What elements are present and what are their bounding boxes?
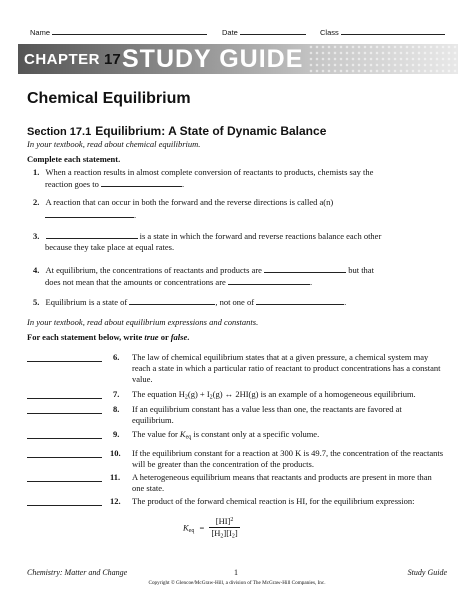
question-6-text: The law of chemical equilibrium states that at a given pressure, a chemical system may reach a state in which a particular ratio of reactant to product concentrations has a constant value. — [132, 352, 441, 384]
question-4-line2 — [45, 276, 312, 288]
punctuation: . — [187, 332, 190, 342]
question-1-line2 — [45, 178, 184, 190]
question-3 — [33, 230, 381, 242]
answer-line-6[interactable] — [27, 361, 102, 362]
numerator — [209, 515, 239, 528]
equation-text: (g) ↔ 2HI(g) is an example of a homogeneous equilibrium. — [212, 389, 416, 399]
directions-true: true — [144, 332, 159, 342]
answer-line-12[interactable] — [27, 505, 102, 506]
question-text: , not one of — [215, 297, 255, 307]
question-number: 8. — [113, 404, 120, 414]
directions-1: Complete each statement. — [27, 154, 121, 164]
reading-instruction-1: In your textbook, read about chemical equilibrium. — [27, 139, 201, 149]
question-5 — [33, 296, 346, 308]
chapter-banner — [18, 44, 458, 74]
denominator-text: ][I — [223, 528, 232, 538]
study-guide-label: STUDY GUIDE — [122, 45, 304, 73]
question-text: reaction goes to — [45, 179, 99, 189]
question-12-text: The product of the forward chemical reaction is HI, for the equilibrium expression: — [132, 496, 415, 506]
superscript: 2 — [230, 517, 234, 523]
question-1 — [33, 167, 443, 178]
copyright-notice: Copyright © Glencoe/McGraw-Hill, a division of The McGraw-Hill Companies, Inc. — [148, 580, 326, 586]
date-line[interactable] — [240, 27, 306, 35]
directions-text: or — [158, 332, 171, 342]
question-9-text — [132, 429, 444, 444]
question-text: does not mean that the amounts or concentrations are — [45, 277, 226, 287]
directions-2 — [27, 332, 189, 342]
banner-dot-pattern — [308, 44, 458, 74]
question-number: 2. — [33, 197, 40, 207]
denominator-text: ] — [234, 528, 238, 538]
equals-sign: = — [199, 522, 205, 533]
chapter-number: 17 — [104, 51, 121, 68]
page-title: Chemical Equilibrium — [27, 90, 191, 107]
answer-blank-4a[interactable] — [264, 264, 346, 273]
question-text: At equilibrium, the concentrations of reactants and products are — [45, 265, 262, 275]
answer-line-9[interactable] — [27, 438, 102, 439]
denominator-text: [H — [211, 528, 221, 538]
footer-study-guide: Study Guide — [407, 568, 447, 577]
subscript: 2 — [184, 394, 188, 401]
question-number: 1. — [33, 167, 40, 177]
answer-blank-5b[interactable] — [256, 296, 347, 307]
answer-line-11[interactable] — [27, 481, 102, 482]
question-number: 4. — [33, 265, 40, 275]
equation-text: The equation H — [132, 389, 185, 399]
section-label: Section 17.1 — [27, 126, 92, 138]
question-4 — [33, 264, 374, 276]
question-2 — [33, 197, 333, 208]
date-label: Date — [222, 28, 238, 37]
question-text: When a reaction results in almost complete conversion of reactants to products, chemists say the — [45, 167, 374, 177]
directions-false: false — [170, 332, 188, 342]
punctuation: . — [309, 277, 313, 287]
k-symbol: K — [183, 522, 189, 533]
question-11-text: A heterogeneous equilibrium means that reactants and products are present in more than one state. — [132, 472, 432, 493]
footer-book-title: Chemistry: Matter and Change — [27, 568, 128, 577]
equilibrium-expression — [183, 515, 240, 543]
answer-blank-2[interactable] — [45, 209, 137, 220]
chapter-label: CHAPTER — [24, 51, 101, 68]
equation-text: (g) + I — [187, 389, 210, 399]
answer-blank-4b[interactable] — [228, 276, 313, 287]
question-number: 12. — [110, 496, 121, 506]
question-number: 6. — [113, 352, 120, 362]
section-heading — [27, 124, 326, 138]
subscript: eq — [188, 528, 195, 535]
section-title: Equilibrium: A State of Dynamic Balance — [95, 124, 327, 138]
question-text: is a state in which the forward and reverse reactions balance each other — [139, 231, 382, 241]
subscript: 2 — [220, 533, 224, 540]
question-text: A reaction that can occur in both the forward and the reverse directions is called a(n) — [45, 197, 334, 207]
answer-line-8[interactable] — [27, 413, 102, 414]
denominator — [209, 528, 239, 543]
answer-blank-5a[interactable] — [129, 296, 215, 305]
class-field — [320, 27, 445, 37]
question-number: 3. — [33, 231, 40, 241]
question-text: but that — [348, 265, 374, 275]
answer-blank-1[interactable] — [101, 178, 185, 189]
date-field — [222, 27, 306, 37]
punctuation: . — [134, 210, 137, 220]
k-symbol: K — [179, 429, 186, 439]
question-8-text: If an equilibrium constant has a value less than one, the reactants are favored at equilibrium. — [132, 404, 402, 425]
subscript: 2 — [209, 394, 213, 401]
answer-line-10[interactable] — [27, 457, 102, 458]
subscript: 2 — [231, 533, 235, 540]
numerator-text: [HI] — [215, 516, 231, 526]
question-10-text: If the equilibrium constant for a reaction at 300 K is 49.7, the concentration of the reactants will be greater than the concentration of the products. — [132, 448, 444, 469]
page-number: 1 — [234, 568, 238, 577]
name-line[interactable] — [52, 27, 207, 35]
question-number: 9. — [113, 429, 120, 439]
reading-instruction-2: In your textbook, read about equilibrium expressions and constants. — [27, 317, 259, 327]
punctuation: . — [181, 179, 185, 189]
question-text: is constant only at a specific volume. — [191, 429, 320, 439]
question-number: 11. — [110, 472, 121, 482]
question-number: 7. — [113, 389, 120, 399]
question-7-text — [132, 389, 444, 404]
question-3-line2: because they take place at equal rates. — [45, 242, 175, 252]
question-number: 5. — [33, 297, 40, 307]
question-2-line2 — [45, 209, 136, 221]
question-number: 10. — [110, 448, 121, 458]
directions-text: For each statement below, write — [27, 332, 145, 342]
question-text: Equilibrium is a state of — [45, 297, 128, 307]
fraction — [209, 515, 239, 543]
class-label: Class — [320, 28, 339, 37]
name-field — [30, 27, 207, 37]
answer-line-7[interactable] — [27, 398, 102, 399]
subscript: eq — [185, 434, 192, 441]
name-label: Name — [30, 28, 51, 37]
class-line[interactable] — [341, 27, 445, 35]
question-text: The value for — [132, 429, 180, 439]
punctuation: . — [344, 297, 347, 307]
answer-blank-3[interactable] — [46, 230, 138, 239]
